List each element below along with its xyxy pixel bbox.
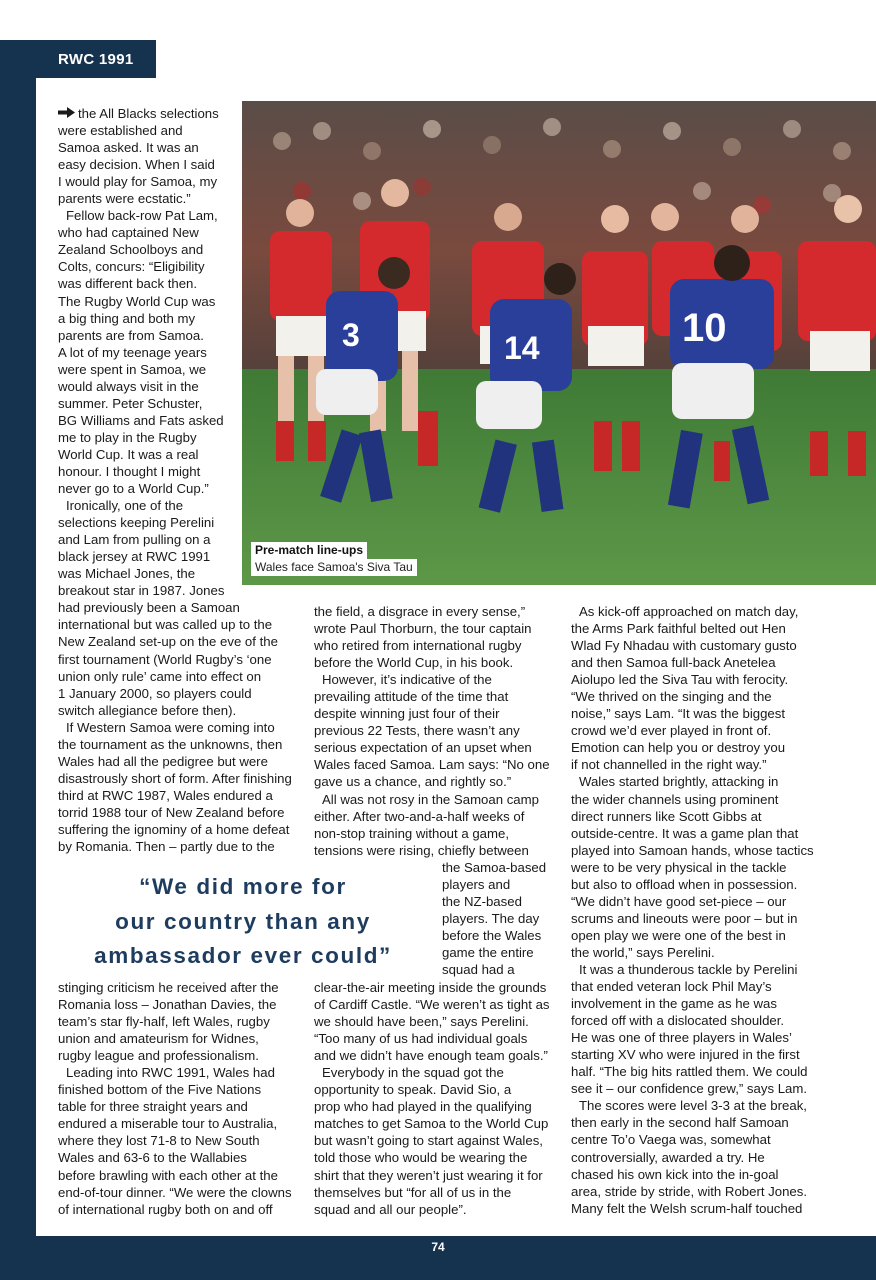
text-line: me to play in the Rugby (58, 429, 197, 445)
text-line: summer. Peter Schuster, (58, 395, 203, 411)
text-line: game the entire (442, 945, 534, 961)
text-line: scrums and lineouts were poor – but in (571, 910, 798, 926)
text-line: area, stride by stride, with Robert Jones. (571, 1183, 808, 1199)
text-line: players and (442, 877, 511, 893)
text-line: stinging criticism he received after the (58, 980, 279, 995)
text-line: Fellow back-row Pat Lam, (66, 208, 218, 224)
pull-quote-line: “We did more for (139, 874, 347, 899)
text-line: Aiolupo led the Siva Tau with ferocity. (571, 672, 789, 688)
text-line: open play we were one of the best in (571, 927, 786, 943)
text-line: shirt that they weren’t just wearing it for (314, 1167, 543, 1183)
text-line: were to be very physical in the tackle (571, 859, 787, 875)
text-line: tensions were rising, chiefly between (314, 842, 529, 858)
text-line: the Samoa-based (442, 860, 547, 875)
text-line: Romania loss – Jonathan Davies, the (58, 997, 277, 1013)
text-line: who retired from international rugby (314, 638, 522, 654)
text-line: direct runners like Scott Gibbs at (571, 808, 762, 824)
jersey-number-10: 10 (682, 306, 727, 350)
text-line: and we didn’t have enough team goals.” (314, 1048, 548, 1064)
arrow-right-icon (58, 105, 75, 122)
text-line: breakout star in 1987. Jones (58, 583, 225, 599)
text-line: themselves but “for all of us in the (314, 1184, 512, 1200)
text-line: played into Samoan hands, whose tactics (571, 842, 814, 858)
text-line: but wasn’t going to start against Wales, (314, 1133, 543, 1149)
text-line: easy decision. When I said (58, 157, 215, 173)
text-line: but also to offload when in possession. (571, 876, 798, 892)
text-line: third at RWC 1987, Wales endured a (58, 787, 273, 803)
text-line: and then Samoa full-back Anetelea (571, 655, 776, 671)
text-line: would always visit in the (58, 378, 199, 394)
text-line: Leading into RWC 1991, Wales had (66, 1065, 275, 1081)
text-line: “We didn’t have good set-piece – our (571, 893, 787, 909)
text-line: A lot of my teenage years (58, 344, 207, 360)
text-line: were established and (58, 123, 183, 139)
text-line: noise,” says Lam. “It was the biggest (571, 706, 786, 722)
text-line: forced off with a dislocated shoulder. (571, 1013, 785, 1029)
text-line: Ironically, one of the (66, 498, 184, 514)
text-line: The scores were level 3-3 at the break, (579, 1098, 807, 1114)
text-line: parents are from Samoa. (58, 327, 204, 343)
text-line: disastrously short of form. After finishing (58, 770, 292, 786)
text-line: if not channelled in the right way.” (571, 757, 767, 773)
text-line: that ended veteran lock Phil May’s (571, 979, 772, 995)
text-line: It was a thunderous tackle by Perelini (579, 961, 798, 977)
text-line: black jersey at RWC 1991 (58, 549, 211, 565)
text-line: Wales had all the pedigree but were (58, 753, 268, 769)
text-line: The Rugby World Cup was (58, 293, 216, 309)
text-line: Samoa asked. It was an (58, 140, 199, 156)
text-line: prevailing attitude of the time that (314, 689, 509, 705)
text-line: despite winning just four of their (314, 706, 500, 722)
text-line: starting XV who were injured in the first (571, 1047, 800, 1063)
text-line: told those who would be wearing the (314, 1150, 528, 1166)
text-line: a big thing and both my (58, 310, 196, 326)
text-line: controversially, awarded a try. He (571, 1149, 765, 1165)
text-line: union and amateurism for Widnes, (58, 1031, 259, 1047)
text-line: Colts, concurs: “Eligibility (58, 259, 205, 275)
text-line: the All Blacks selections (58, 105, 242, 122)
text-line: first tournament (World Rugby’s ‘one (58, 651, 272, 667)
text-line: All was not rosy in the Samoan camp (322, 791, 539, 807)
section-tag-label: RWC 1991 (58, 50, 134, 68)
text-line: squad and all our people”. (314, 1201, 467, 1217)
section-tag (0, 40, 156, 78)
text-line: wrote Paul Thorburn, the tour captain (314, 621, 532, 637)
pull-quote-line: ambassador ever could” (94, 943, 392, 968)
text-line: and Lam from pulling on a (58, 532, 211, 548)
text-line: where they lost 71-8 to New South (58, 1133, 260, 1149)
text-line: New Zealand set-up on the eve of the (58, 634, 278, 650)
column-2-narrow (442, 859, 560, 978)
text-line: As kick-off approached on match day, (579, 604, 799, 619)
text-line: half. “The big hits rattled them. We could (571, 1064, 808, 1080)
text-line: Zealand Schoolboys and (58, 242, 204, 258)
text-line: switch allegiance before then). (58, 702, 237, 718)
text-line: opportunity to speak. David Sio, a (314, 1082, 512, 1098)
text-line: “We thrived on the singing and the (571, 689, 772, 705)
text-line: previous 22 Tests, there wasn’t any (314, 723, 520, 739)
text-line: selections keeping Perelini (58, 515, 215, 531)
text-line: end-of-tour dinner. “We were the clowns (58, 1184, 292, 1200)
jersey-number-3: 3 (342, 317, 360, 353)
text-line: the Arms Park faithful belted out Hen (571, 621, 786, 637)
text-line: never go to a World Cup.” (58, 481, 209, 497)
text-line: who had captained New (58, 225, 199, 241)
text-line: crowd we’d ever played in front of. (571, 723, 772, 739)
column-1-top (58, 105, 292, 855)
text-line: Wlad Fy Nhadau with customary gusto (571, 638, 797, 654)
text-line: gave us a chance, and rightly so.” (314, 774, 512, 790)
text-line: I would play for Samoa, my (58, 174, 218, 190)
text-line: centre To’o Vaega was, somewhat (571, 1132, 771, 1148)
photo-caption (251, 542, 417, 576)
text-line: the NZ-based (442, 894, 522, 910)
text-line: non-stop training without a game, (314, 825, 509, 841)
text-line: He was one of three players in Wales’ (571, 1030, 792, 1046)
text-line: was different back then. (58, 276, 198, 292)
text-line: Many felt the Welsh scrum-half touched (571, 1200, 803, 1216)
text-line: rugby league and professionalism. (58, 1048, 259, 1064)
text-line: Everybody in the squad got the (322, 1065, 504, 1081)
text-line: However, it’s indicative of the (322, 672, 492, 688)
text-line: team’s star fly-half, left Wales, rugby (58, 1014, 270, 1030)
text-line: players. The day (442, 911, 540, 927)
text-line: had previously been a Samoan (58, 600, 240, 616)
text-line: 1 January 2000, so players could (58, 685, 252, 701)
column-2-top (314, 603, 558, 859)
text-line: by Romania. Then – partly due to the (58, 839, 275, 855)
text-line: international but was called up to the (58, 617, 273, 633)
text-line: Wales and 63-6 to the Wallabies (58, 1150, 247, 1166)
text-line: honour. I thought I might (58, 463, 201, 479)
text-line: torrid 1988 tour of New Zealand before (58, 804, 285, 820)
match-photo (242, 101, 876, 585)
column-1-bottom (58, 979, 302, 1218)
text-line: table for three straight years and (58, 1099, 248, 1115)
text-line: Emotion can help you or destroy you (571, 740, 786, 756)
text-line: see it – our confidence grew,” says Lam. (571, 1081, 808, 1097)
text-line: were spent in Samoa, we (58, 361, 207, 377)
text-line: before the Wales (442, 928, 542, 944)
column-2-bottom (314, 979, 558, 1218)
page-number: 74 (431, 1240, 445, 1254)
text-line: matches to get Samoa to the World Cup (314, 1116, 549, 1132)
match-photo-illustration (242, 101, 876, 585)
pull-quote (58, 870, 428, 974)
text-line: before brawling with each other at the (58, 1167, 278, 1183)
text-line: we should have been,” says Perelini. (314, 1014, 529, 1030)
text-line: the field, a disgrace in every sense,” (314, 604, 526, 619)
text-line: prop who had played in the qualifying (314, 1099, 532, 1115)
caption-title: Pre-match line-ups (251, 542, 367, 559)
text-line: squad had a (442, 962, 515, 978)
text-line: then early in the second half Samoan (571, 1115, 789, 1131)
text-line: endured a miserable tour to Australia, (58, 1116, 278, 1132)
text-line: clear-the-air meeting inside the grounds (314, 980, 547, 995)
pull-quote-line: our country than any (115, 908, 371, 934)
text-line: the tournament as the unknowns, then (58, 736, 283, 752)
text-line: finished bottom of the Five Nations (58, 1082, 262, 1098)
text-line: union only rule’ came into effect on (58, 668, 262, 684)
text-line: parents were ecstatic.” (58, 191, 191, 207)
page-frame-left (0, 40, 36, 1280)
text-line: the wider channels using prominent (571, 791, 779, 807)
text-line: BG Williams and Fats asked (58, 412, 224, 428)
text-line: before the World Cup, in his book. (314, 655, 514, 671)
text-line: outside-centre. It was a game plan that (571, 825, 799, 841)
jersey-number-14: 14 (504, 330, 540, 366)
caption-subtitle: Wales face Samoa's Siva Tau (251, 559, 417, 576)
text-line: of Cardiff Castle. “We weren’t as tight as (314, 997, 550, 1013)
text-line: suffering the ignominy of a home defeat (58, 821, 290, 837)
text-line: the world,” says Perelini. (571, 944, 715, 960)
text-line: serious expectation of an upset when (314, 740, 532, 756)
column-3 (571, 603, 815, 1217)
text-line: was Michael Jones, the (58, 566, 196, 582)
text-line: Wales faced Samoa. Lam says: “No one (314, 757, 550, 773)
text-line: If Western Samoa were coming into (66, 719, 275, 735)
text-line: involvement in the game as he was (571, 996, 777, 1012)
text-line: World Cup. It was a real (58, 446, 199, 462)
text-line: either. After two-and-a-half weeks of (314, 808, 525, 824)
text-line: Wales started brightly, attacking in (579, 774, 779, 790)
text-line: chased his own kick into the in-goal (571, 1166, 779, 1182)
text-line: “Too many of us had individual goals (314, 1031, 528, 1047)
text-line: of international rugby both on and off (58, 1201, 273, 1217)
